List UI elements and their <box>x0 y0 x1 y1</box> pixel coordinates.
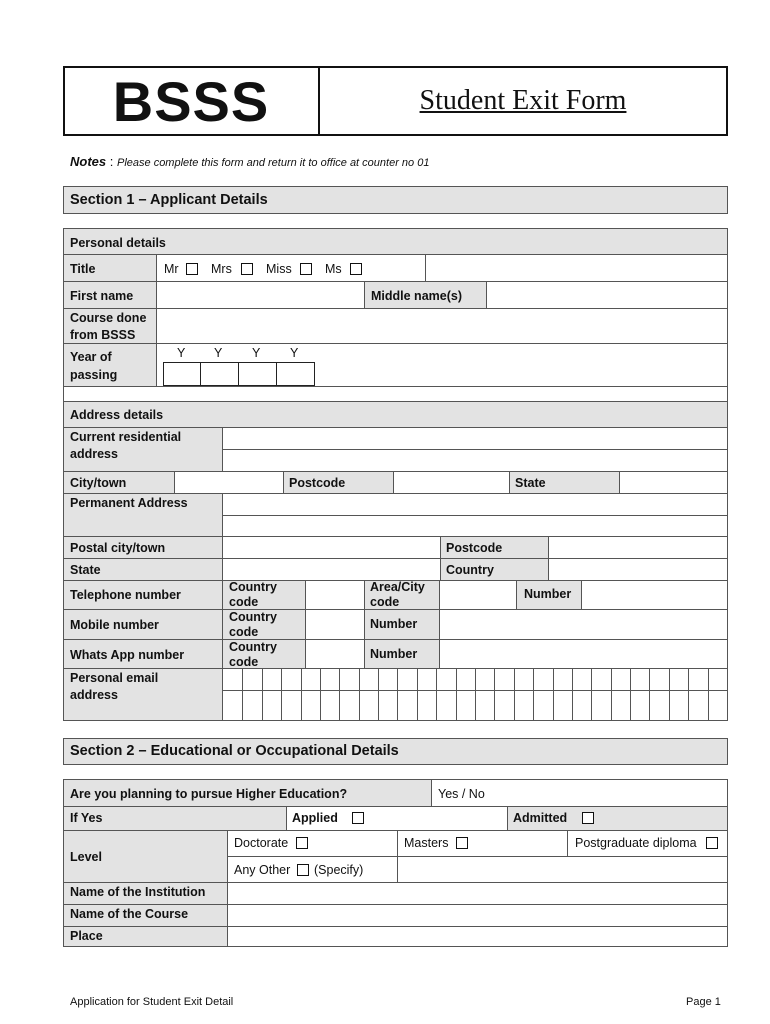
mobile-label: Mobile number <box>70 618 159 632</box>
col-line <box>440 537 441 558</box>
first-name-label: First name <box>70 289 134 303</box>
section2-heading: Section 2 – Educational or Occupational Details <box>70 743 399 759</box>
email-grid-col-line <box>708 669 709 720</box>
form-title: Student Exit Form <box>419 85 627 116</box>
title-option-miss: Miss <box>266 262 292 276</box>
first-name-field[interactable] <box>157 282 363 308</box>
admitted-label: Admitted <box>513 811 568 825</box>
tel-country-code-line2: code <box>229 595 259 609</box>
address-details-label: Address details <box>70 408 164 422</box>
year-letter: Y <box>290 346 299 360</box>
email-character-grid[interactable] <box>223 669 727 720</box>
col-line <box>156 255 157 281</box>
email-grid-col-line <box>475 669 476 720</box>
place-field[interactable] <box>228 927 727 946</box>
permanent-address-field-2[interactable] <box>223 516 727 536</box>
email-grid-col-line <box>649 669 650 720</box>
specify-label: (Specify) <box>314 863 364 877</box>
any-other-checkbox[interactable] <box>297 864 309 876</box>
email-grid-col-line <box>359 669 360 720</box>
whatsapp-number-field[interactable] <box>440 640 727 668</box>
country-field[interactable] <box>549 559 727 580</box>
col-line <box>567 831 568 856</box>
institution-field[interactable] <box>228 883 727 904</box>
tel-country-code-line1: Country <box>229 580 277 594</box>
email-label-line2: address <box>70 688 118 702</box>
whatsapp-number-label: Number <box>370 647 418 661</box>
mobile-number-label: Number <box>370 617 418 631</box>
notes-text: Please complete this form and return it to office at counter no 01 <box>117 157 430 169</box>
specify-field[interactable] <box>398 857 727 882</box>
email-grid-row-line <box>223 690 727 691</box>
email-grid-col-line <box>572 669 573 720</box>
email-grid-col-line <box>514 669 515 720</box>
title-mr-checkbox[interactable] <box>186 263 198 275</box>
email-grid-col-line <box>417 669 418 720</box>
postcode-label: Postcode <box>289 476 346 490</box>
state-field[interactable] <box>620 472 727 493</box>
place-label: Place <box>70 929 103 943</box>
col-line <box>516 581 517 609</box>
tel-area-code-line1: Area/City <box>370 580 425 594</box>
course2-label: Name of the Course <box>70 907 189 921</box>
title-ms-checkbox[interactable] <box>350 263 362 275</box>
year-letter: Y <box>214 346 223 360</box>
doctorate-label: Doctorate <box>234 836 289 850</box>
current-address-label-line1: Current residential <box>70 430 182 444</box>
tel-area-code-line2: code <box>370 595 400 609</box>
current-address-field-2[interactable] <box>223 450 727 471</box>
admitted-checkbox[interactable] <box>582 812 594 824</box>
state2-label: State <box>70 563 101 577</box>
year-digit-box-2[interactable] <box>200 362 239 386</box>
course-label-line2: from BSSS <box>70 328 136 342</box>
email-grid-col-line <box>669 669 670 720</box>
doctorate-checkbox[interactable] <box>296 837 308 849</box>
email-grid-col-line <box>533 669 534 720</box>
mobile-country-code-line1: Country <box>229 610 277 624</box>
course-field[interactable] <box>157 309 727 343</box>
col-line <box>507 807 508 830</box>
col-line <box>425 255 426 281</box>
country-label: Country <box>446 563 494 577</box>
email-grid-col-line <box>242 669 243 720</box>
footer-left: Application for Student Exit Detail <box>70 996 234 1008</box>
address-details-header-bg <box>64 402 727 427</box>
row-line <box>64 386 727 387</box>
year-digit-box-1[interactable] <box>163 362 201 386</box>
title-label: Title <box>70 262 96 276</box>
notes-line <box>70 154 429 169</box>
postal-city-field[interactable] <box>223 537 440 558</box>
col-line <box>283 472 284 493</box>
title-option-mrs: Mrs <box>211 262 232 276</box>
year-digit-box-4[interactable] <box>276 362 315 386</box>
whatsapp-country-code-line1: Country <box>229 640 277 654</box>
row-line <box>64 254 727 255</box>
email-grid-col-line <box>339 669 340 720</box>
email-grid-col-line <box>301 669 302 720</box>
year-label-line1: Year of <box>70 350 112 364</box>
col-line <box>364 282 365 308</box>
col-line <box>364 610 365 639</box>
col-line <box>222 640 223 668</box>
email-grid-col-line <box>262 669 263 720</box>
personal-details-label: Personal details <box>70 236 166 250</box>
col-line <box>431 780 432 806</box>
email-grid-col-line <box>378 669 379 720</box>
title-mrs-checkbox[interactable] <box>241 263 253 275</box>
email-grid-col-line <box>630 669 631 720</box>
level-label: Level <box>70 850 102 864</box>
col-line <box>222 610 223 639</box>
title-option-ms: Ms <box>325 262 342 276</box>
email-label-line1: Personal email <box>70 671 159 685</box>
year-label-line2: passing <box>70 368 118 382</box>
permanent-address-field-1[interactable] <box>223 494 727 515</box>
city-field[interactable] <box>175 472 283 493</box>
footer-page: Page 1 <box>686 996 721 1008</box>
mobile-country-code-line2: code <box>229 625 259 639</box>
yes-no-option[interactable]: Yes / No <box>438 787 485 801</box>
email-grid-col-line <box>591 669 592 720</box>
telephone-label: Telephone number <box>70 588 181 602</box>
postcode2-label: Postcode <box>446 541 503 555</box>
applied-checkbox[interactable] <box>352 812 364 824</box>
row-line <box>64 343 727 344</box>
whatsapp-label: Whats App number <box>70 648 185 662</box>
tel-area-code-field[interactable] <box>440 581 516 609</box>
city-label: City/town <box>70 476 127 490</box>
notes-sep: : <box>109 154 114 169</box>
masters-label: Masters <box>404 836 449 850</box>
whatsapp-country-code-field[interactable] <box>306 640 364 668</box>
email-grid-col-line <box>611 669 612 720</box>
if-yes-label: If Yes <box>70 811 103 825</box>
year-digit-box-3[interactable] <box>238 362 277 386</box>
applied-label: Applied <box>292 811 338 825</box>
state-label: State <box>515 476 546 490</box>
year-letter: Y <box>252 346 261 360</box>
email-grid-col-line <box>494 669 495 720</box>
email-grid-col-line <box>456 669 457 720</box>
col-line <box>509 472 510 493</box>
pg-diploma-checkbox[interactable] <box>706 837 718 849</box>
middle-name-label: Middle name(s) <box>371 289 462 303</box>
title-option-mr: Mr <box>164 262 179 276</box>
email-grid-col-line <box>436 669 437 720</box>
col-line <box>364 640 365 668</box>
email-grid-col-line <box>553 669 554 720</box>
any-other-label: Any Other <box>234 863 291 877</box>
postal-city-label: Postal city/town <box>70 541 166 555</box>
institution-label: Name of the Institution <box>70 885 206 899</box>
course-label-line1: Course done <box>70 311 147 325</box>
email-grid-col-line <box>397 669 398 720</box>
middle-name-field[interactable] <box>487 282 727 308</box>
mobile-country-code-field[interactable] <box>306 610 364 639</box>
col-line <box>286 807 287 830</box>
col-line <box>222 581 223 609</box>
col-line <box>364 581 365 609</box>
tel-number-label: Number <box>524 587 572 601</box>
postcode-field[interactable] <box>394 472 509 493</box>
email-grid-col-line <box>281 669 282 720</box>
pg-diploma-label: Postgraduate diploma <box>575 836 697 850</box>
state2-field[interactable] <box>223 559 440 580</box>
col-line <box>156 344 157 386</box>
email-grid-col-line <box>320 669 321 720</box>
course2-field[interactable] <box>228 905 727 926</box>
higher-ed-question: Are you planning to pursue Higher Education? <box>70 787 348 801</box>
title-miss-checkbox[interactable] <box>300 263 312 275</box>
section1-heading: Section 1 – Applicant Details <box>70 192 268 208</box>
tel-number-field[interactable] <box>582 581 727 609</box>
postcode2-field[interactable] <box>549 537 727 558</box>
year-letter: Y <box>177 346 186 360</box>
current-address-label-line2: address <box>70 447 118 461</box>
notes-label: Notes <box>70 154 107 169</box>
permanent-address-label: Permanent Address <box>70 496 188 510</box>
current-address-field-1[interactable] <box>223 428 727 449</box>
mobile-number-field[interactable] <box>440 610 727 639</box>
org-logo-text: BSSS <box>112 70 270 133</box>
masters-checkbox[interactable] <box>456 837 468 849</box>
whatsapp-country-code-line2: code <box>229 655 259 669</box>
tel-country-code-field[interactable] <box>306 581 364 609</box>
col-line <box>440 559 441 580</box>
email-grid-col-line <box>688 669 689 720</box>
